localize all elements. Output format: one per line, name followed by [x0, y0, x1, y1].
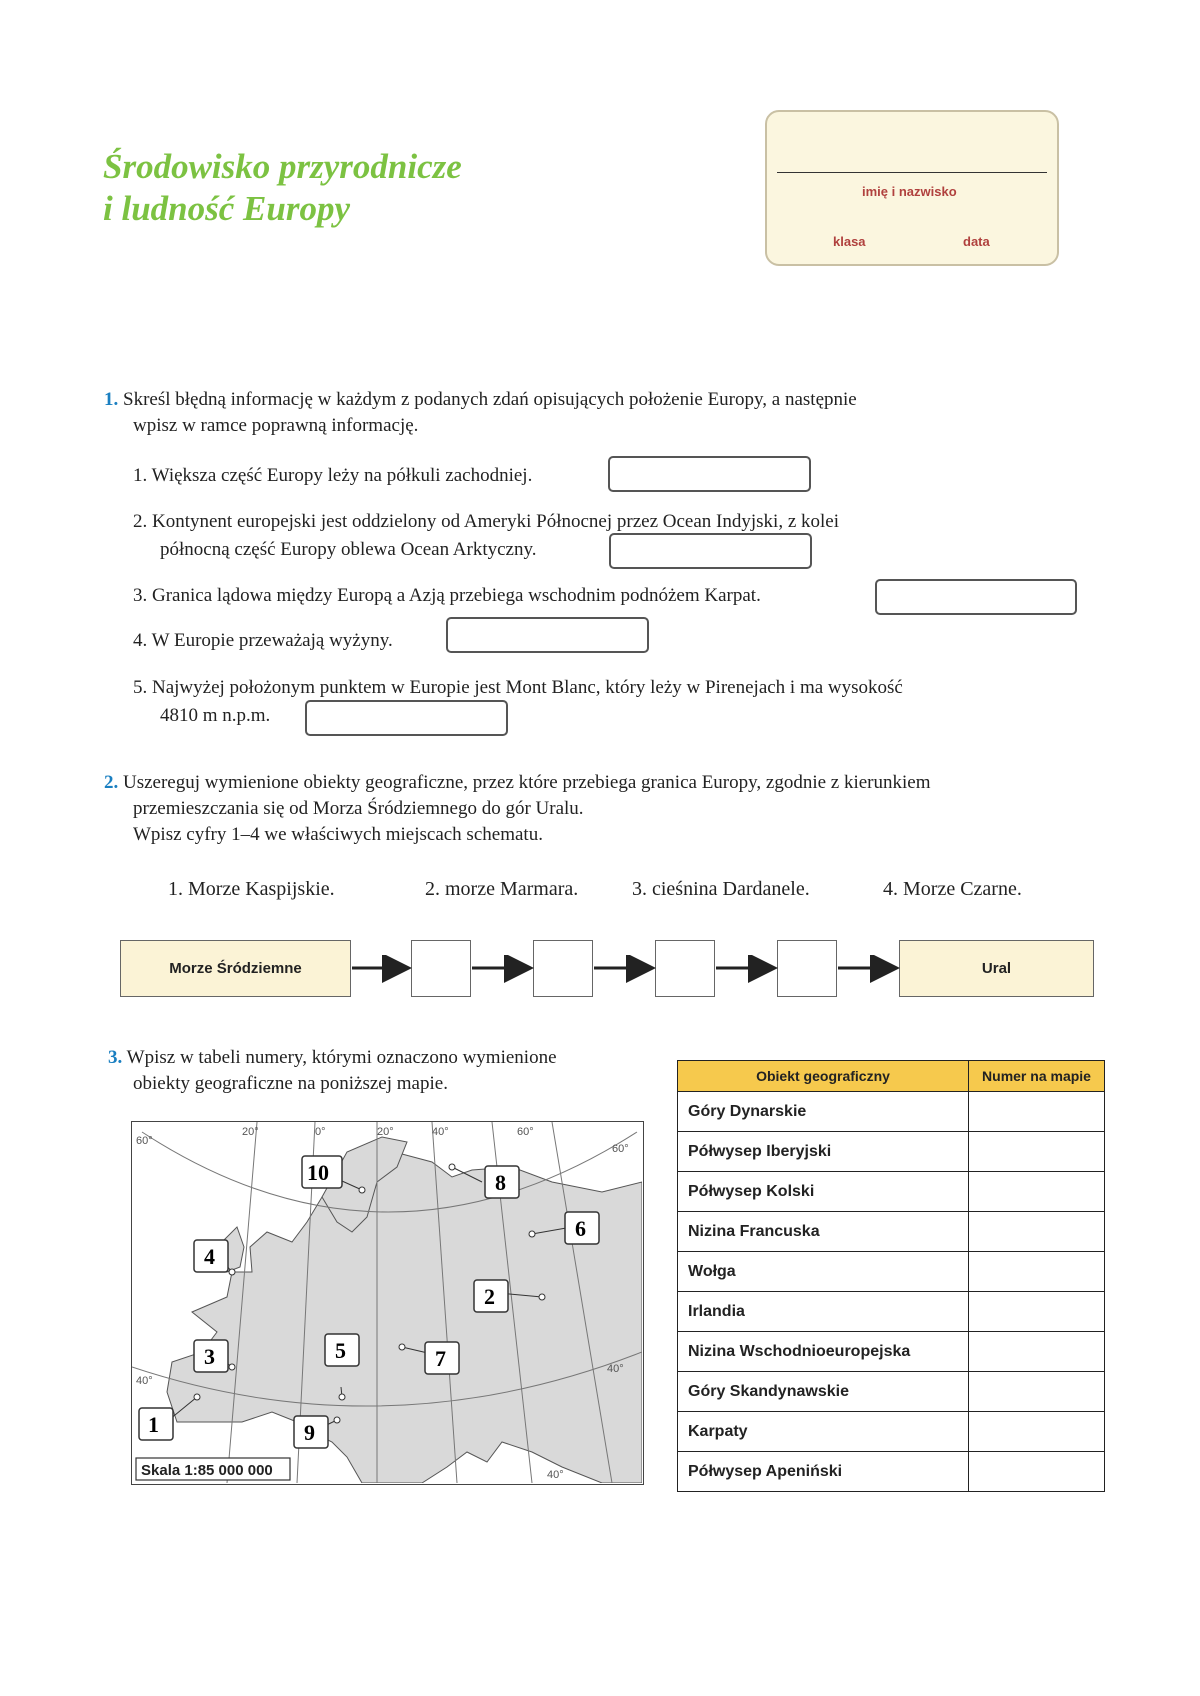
map-marker-1 — [139, 1408, 173, 1440]
table-header-object: Obiekt geograficzny — [678, 1061, 969, 1092]
q2-option-1: 1. Morze Kaspijskie. — [168, 878, 335, 900]
question-2-instruction: Wpisz cyfry 1–4 we właściwych miejscach schematu. — [133, 824, 543, 845]
svg-text:7: 7 — [435, 1346, 446, 1371]
table-cell-object: Półwysep Kolski — [678, 1172, 969, 1212]
question-number: 2. — [104, 772, 119, 793]
chain-start-box: Morze Śródziemne — [120, 940, 351, 997]
q1-answer-box-5[interactable] — [305, 700, 508, 736]
question-3-text-cont: obiekty geograficzne na poniższej mapie. — [133, 1073, 448, 1094]
question-text: Skreśl błędną informację w każdym z podanych zdań opisujących położenie Europy, a następnie — [123, 389, 857, 410]
map-marker-2 — [474, 1280, 508, 1312]
table-cell-number[interactable] — [969, 1372, 1105, 1412]
q1-item-2-cont: północną część Europy oblewa Ocean Arktyczny. — [160, 539, 537, 560]
svg-text:1: 1 — [148, 1412, 159, 1437]
page-title — [103, 146, 462, 230]
map-marker-7 — [425, 1342, 459, 1374]
map-marker-9 — [294, 1416, 328, 1448]
graticule-label: 40° — [432, 1126, 449, 1138]
table-row — [678, 1252, 1105, 1292]
table-cell-object: Nizina Wschodnioeuropejska — [678, 1332, 969, 1372]
svg-text:5: 5 — [335, 1338, 346, 1363]
q1-item-1: 1. Większa część Europy leży na półkuli zachodniej. — [133, 465, 533, 486]
class-label: klasa — [833, 234, 866, 249]
table-cell-number[interactable] — [969, 1092, 1105, 1132]
title-line-2: i ludność Europy — [103, 189, 350, 228]
graticule-label: 40° — [547, 1469, 564, 1481]
graticule-label: 60° — [612, 1143, 629, 1155]
table-row — [678, 1332, 1105, 1372]
table-cell-object: Karpaty — [678, 1412, 969, 1452]
question-text: Wpisz w tabeli numery, którymi oznaczono wymienione — [126, 1047, 557, 1068]
question-2-text-cont: przemieszczania się od Morza Śródziemnego do gór Uralu. — [133, 798, 584, 819]
map-marker-4 — [194, 1240, 228, 1272]
question-1-text-cont: wpisz w ramce poprawną informację. — [133, 415, 419, 436]
question-number: 3. — [108, 1047, 123, 1068]
q1-answer-box-4[interactable] — [446, 617, 649, 653]
table-row — [678, 1212, 1105, 1252]
q1-answer-box-2[interactable] — [609, 533, 812, 569]
q2-option-2: 2. morze Marmara. — [425, 878, 579, 900]
table-cell-object: Nizina Francuska — [678, 1212, 969, 1252]
q1-item-5-cont: 4810 m n.p.m. — [160, 705, 271, 726]
graticule-label: 60° — [136, 1135, 153, 1147]
q1-item-5: 5. Najwyżej położonym punktem w Europie jest Mont Blanc, który leży w Pirenejach i ma wysokość — [133, 677, 903, 698]
table-cell-object: Półwysep Apeniński — [678, 1452, 969, 1492]
table-cell-object: Półwysep Iberyjski — [678, 1132, 969, 1172]
table-row — [678, 1172, 1105, 1212]
q1-item-4: 4. W Europie przeważają wyżyny. — [133, 630, 393, 651]
q1-item-2: 2. Kontynent europejski jest oddzielony od Ameryki Północnej przez Ocean Indyjski, z kolei — [133, 511, 839, 532]
table-cell-number[interactable] — [969, 1452, 1105, 1492]
table-cell-number[interactable] — [969, 1412, 1105, 1452]
europe-map — [131, 1121, 644, 1485]
table-cell-object: Góry Dynarskie — [678, 1092, 969, 1132]
student-info-box — [765, 110, 1059, 266]
svg-text:8: 8 — [495, 1170, 506, 1195]
table-row — [678, 1092, 1105, 1132]
q1-item-3: 3. Granica lądowa między Europą a Azją przebiega wschodnim podnóżem Karpat. — [133, 585, 761, 606]
table-row — [678, 1372, 1105, 1412]
name-line[interactable] — [777, 172, 1047, 173]
question-number: 1. — [104, 389, 119, 410]
graticule-label: 0° — [315, 1126, 326, 1138]
table-row — [678, 1412, 1105, 1452]
table-header-row — [678, 1061, 1105, 1092]
map-marker-5 — [325, 1334, 359, 1366]
graticule-label: 20° — [242, 1126, 259, 1138]
table-cell-number[interactable] — [969, 1132, 1105, 1172]
map-marker-3 — [194, 1340, 228, 1372]
name-label: imię i nazwisko — [862, 184, 957, 199]
table-cell-number[interactable] — [969, 1332, 1105, 1372]
map-marker-6 — [565, 1212, 599, 1244]
title-line-1: Środowisko przyrodnicze — [103, 147, 462, 186]
question-3 — [108, 1045, 557, 1071]
graticule-label: 20° — [377, 1126, 394, 1138]
table-row — [678, 1452, 1105, 1492]
svg-text:3: 3 — [204, 1344, 215, 1369]
q2-option-3: 3. cieśnina Dardanele. — [632, 878, 810, 900]
svg-text:4: 4 — [204, 1244, 215, 1269]
svg-text:9: 9 — [304, 1420, 315, 1445]
graticule-label: 40° — [607, 1363, 624, 1375]
table-cell-number[interactable] — [969, 1292, 1105, 1332]
table-cell-object: Wołga — [678, 1252, 969, 1292]
table-cell-object: Irlandia — [678, 1292, 969, 1332]
table-header-number: Numer na mapie — [969, 1061, 1105, 1092]
map-marker-8 — [485, 1166, 519, 1198]
date-label: data — [963, 234, 990, 249]
map-drawing — [132, 1122, 642, 1483]
table-cell-number[interactable] — [969, 1212, 1105, 1252]
table-row — [678, 1292, 1105, 1332]
map-marker-10 — [302, 1156, 342, 1188]
question-2 — [104, 770, 931, 796]
graticule-label: 60° — [517, 1126, 534, 1138]
table-cell-object: Góry Skandynawskie — [678, 1372, 969, 1412]
land-mass — [167, 1152, 642, 1483]
question-1 — [104, 387, 857, 413]
map-scale: Skala 1:85 000 000 — [141, 1462, 273, 1479]
chain-end-box: Ural — [899, 940, 1094, 997]
svg-text:2: 2 — [484, 1284, 495, 1309]
table-cell-number[interactable] — [969, 1172, 1105, 1212]
chain-arrows — [0, 955, 1200, 985]
q1-answer-box-1[interactable] — [608, 456, 811, 492]
answer-table — [677, 1060, 1105, 1492]
q2-option-4: 4. Morze Czarne. — [883, 878, 1022, 900]
svg-text:6: 6 — [575, 1216, 586, 1241]
svg-text:10: 10 — [307, 1160, 329, 1185]
q1-answer-box-3[interactable] — [875, 579, 1077, 615]
graticule-label: 40° — [136, 1375, 153, 1387]
table-cell-number[interactable] — [969, 1252, 1105, 1292]
question-text: Uszereguj wymienione obiekty geograficzne, przez które przebiega granica Europy, zgodnie z kierunkiem — [123, 772, 931, 793]
table-row — [678, 1132, 1105, 1172]
